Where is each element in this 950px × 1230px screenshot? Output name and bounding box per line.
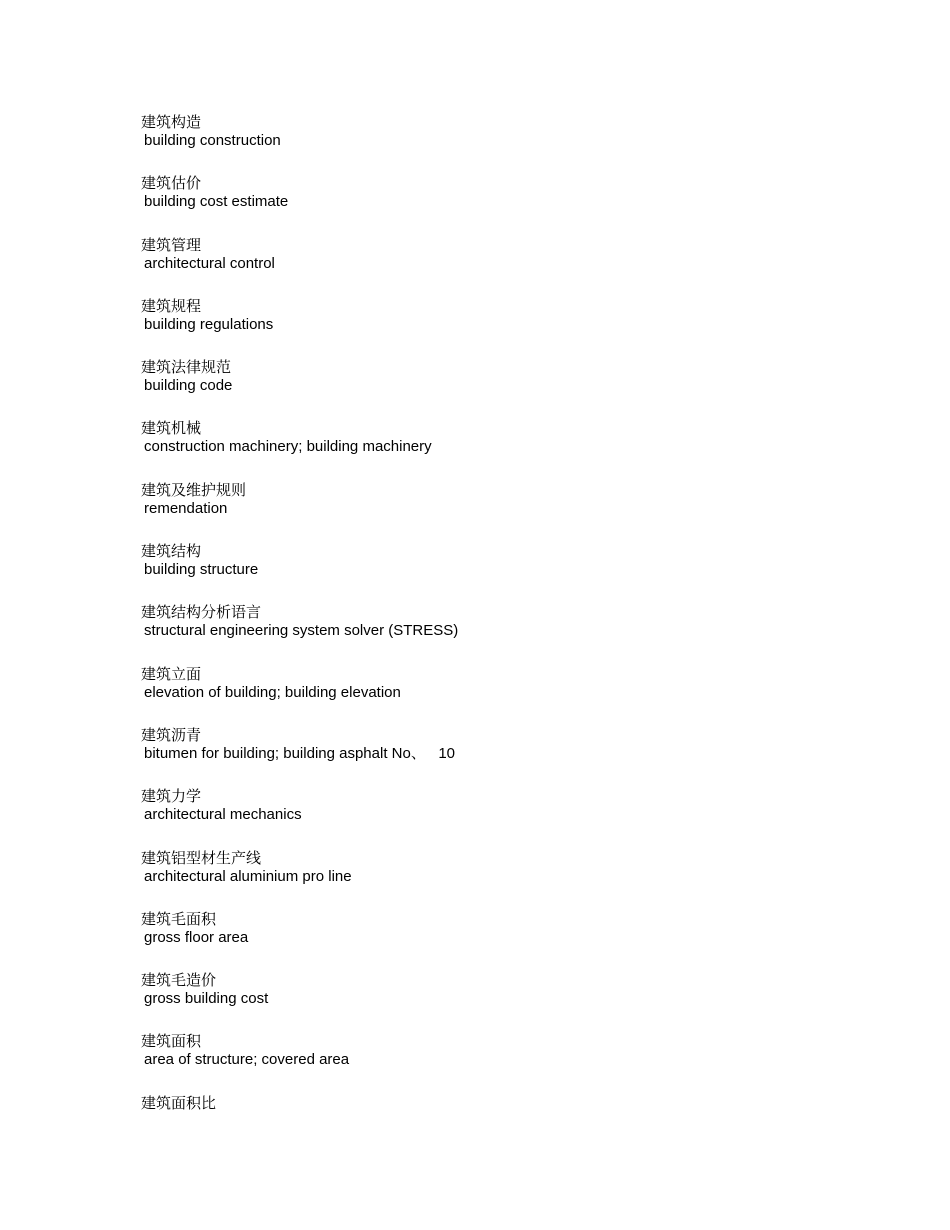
term-english: structural engineering system solver (STRESS) <box>144 622 459 640</box>
term-chinese: 建筑管理 <box>141 235 202 254</box>
term-chinese: 建筑估价 <box>141 174 202 193</box>
glossary-entry <box>141 295 841 356</box>
term-english: construction machinery; building machinery <box>144 438 432 456</box>
glossary-entry <box>141 601 841 662</box>
term-english: building construction <box>144 132 281 149</box>
term-chinese: 建筑规程 <box>141 296 202 315</box>
glossary-entry <box>141 1092 841 1153</box>
glossary-entry <box>141 540 841 601</box>
glossary-entry <box>141 847 841 908</box>
glossary-entry <box>141 969 841 1030</box>
term-chinese: 建筑及维护规则 <box>141 480 247 499</box>
term-english: architectural aluminium pro line <box>144 867 352 885</box>
term-chinese: 建筑机械 <box>141 419 202 438</box>
term-english: bitumen for building; building asphalt No、 10 <box>144 744 456 762</box>
term-chinese: 建筑沥青 <box>141 725 202 744</box>
glossary-entry <box>141 785 841 846</box>
term-chinese: 建筑铝型材生产线 <box>141 848 262 867</box>
glossary-entry <box>141 908 841 969</box>
term-english: building regulations <box>144 315 274 333</box>
glossary-entry <box>141 234 841 295</box>
glossary-entry <box>141 356 841 417</box>
term-chinese: 建筑法律规范 <box>141 358 232 377</box>
term-english: architectural control <box>144 254 275 272</box>
term-english: architectural mechanics <box>144 806 302 824</box>
term-english: remendation <box>144 499 228 517</box>
glossary-entry <box>141 417 841 478</box>
term-english: building cost estimate <box>144 193 289 211</box>
term-chinese: 建筑立面 <box>141 664 202 683</box>
term-english: gross building cost <box>144 990 269 1008</box>
glossary-entry <box>141 479 841 540</box>
term-english: building code <box>144 377 233 395</box>
term-english: elevation of building; building elevation <box>144 683 401 701</box>
term-chinese: 建筑毛面积 <box>141 909 217 928</box>
term-english: area of structure; covered area <box>144 1051 350 1069</box>
term-chinese: 建筑力学 <box>141 787 202 806</box>
glossary-list <box>141 111 841 1153</box>
term-chinese: 建筑结构 <box>141 542 202 561</box>
glossary-entry <box>141 663 841 724</box>
term-english: gross floor area <box>144 928 249 946</box>
glossary-entry <box>141 724 841 785</box>
term-chinese: 建筑结构分析语言 <box>141 603 262 622</box>
glossary-entry <box>141 111 841 172</box>
term-chinese: 建筑构造 <box>141 113 202 131</box>
glossary-entry <box>141 1030 841 1091</box>
term-chinese: 建筑面积比 <box>141 1093 217 1112</box>
term-english: building structure <box>144 561 259 579</box>
glossary-entry <box>141 172 841 233</box>
term-chinese: 建筑毛造价 <box>141 971 217 990</box>
term-chinese: 建筑面积 <box>141 1032 202 1051</box>
